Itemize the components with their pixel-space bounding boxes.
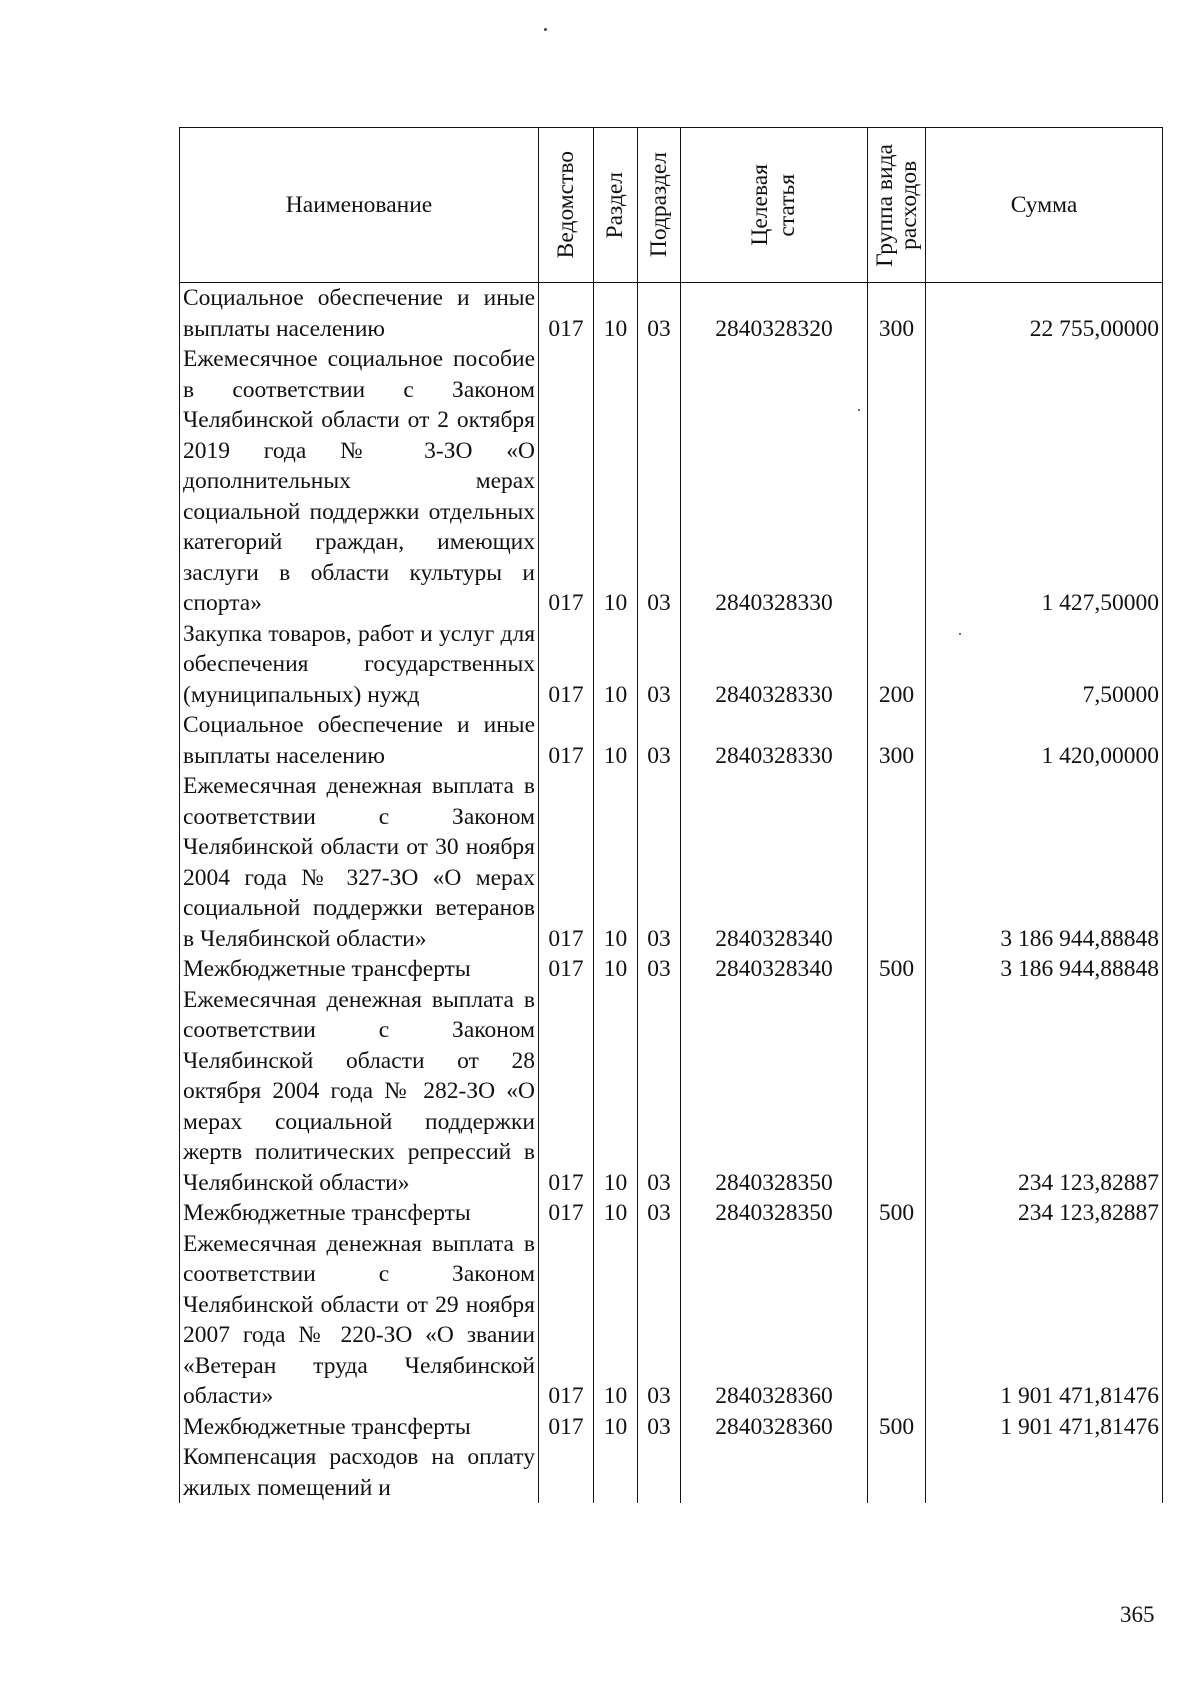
row-amount-cell: 3 186 944,88848 [926,954,1163,985]
row-name-cell: Закупка товаров, работ и услуг для обеспечения государственных (муниципальных) нужд [180,619,539,711]
row-department-cell: 017 [539,985,594,1199]
row-subsection-cell: 03 [638,1198,681,1229]
row-department-cell: 017 [539,1229,594,1412]
row-expense-group-cell [868,344,926,619]
table-row [180,771,1163,954]
row-expense-group-cell: 300 [868,710,926,771]
row-section-cell: 10 [594,985,638,1199]
row-amount-cell: 234 123,82887 [926,985,1163,1199]
row-department-cell: 017 [539,619,594,711]
row-name-cell: Межбюджетные трансферты [180,954,539,985]
row-section-cell [594,1442,638,1503]
row-section-cell: 10 [594,771,638,954]
row-subsection-cell: 03 [638,771,681,954]
column-header-expense-group: Группа вида расходов [868,128,926,283]
row-section-cell: 10 [594,1198,638,1229]
row-expense-group-cell: 500 [868,954,926,985]
row-name-cell: Ежемесячная денежная выплата в соответствии с Законом Челябинской области от 29 ноября 2007 года № 220-ЗО «О звании «Ветеран труда Челябинской области» [180,1229,539,1412]
row-expense-group-cell: 500 [868,1412,926,1443]
row-article-cell: 2840328360 [681,1412,868,1443]
row-article-cell: 2840328350 [681,985,868,1199]
row-amount-cell: 1 901 471,81476 [926,1229,1163,1412]
row-name-cell: Ежемесячная денежная выплата в соответствии с Законом Челябинской области от 28 октября 2004 года № 282-ЗО «О мерах социальной поддержки жертв политических репрессий в Челябинской области» [180,985,539,1199]
row-expense-group-cell [868,985,926,1199]
table-row [180,283,1163,345]
row-subsection-cell: 03 [638,344,681,619]
row-article-cell: 2840328330 [681,619,868,711]
row-article-cell: 2840328340 [681,771,868,954]
row-name-cell: Социальное обеспечение и иные выплаты населению [180,283,539,345]
row-expense-group-cell: 200 [868,619,926,711]
row-amount-cell: 3 186 944,88848 [926,771,1163,954]
row-section-cell: 10 [594,1412,638,1443]
row-name-cell: Межбюджетные трансферты [180,1412,539,1443]
budget-table [179,127,1163,1503]
row-expense-group-cell [868,1229,926,1412]
row-name-cell: Ежемесячное социальное пособие в соответствии с Законом Челябинской области от 2 октября 2019 года № 3-ЗО «О дополнительных мерах социальной поддержки отдельных категорий граждан, имеющих заслуги в области культуры и спорта» [180,344,539,619]
row-subsection-cell: 03 [638,954,681,985]
row-name-cell: Социальное обеспечение и иные выплаты населению [180,710,539,771]
row-expense-group-cell [868,771,926,954]
column-header-section: Раздел [594,128,638,283]
column-header-department: Ведомство [539,128,594,283]
row-amount-cell: 7,50000 [926,619,1163,711]
row-department-cell: 017 [539,1412,594,1443]
row-subsection-cell: 03 [638,985,681,1199]
column-header-subsection: Подраздел [638,128,681,283]
row-expense-group-cell [868,1442,926,1503]
table-row [180,1412,1163,1443]
table-header-row [180,128,1163,283]
row-department-cell: 017 [539,283,594,345]
row-section-cell: 10 [594,710,638,771]
row-name-cell: Межбюджетные трансферты [180,1198,539,1229]
row-expense-group-cell: 500 [868,1198,926,1229]
row-section-cell: 10 [594,283,638,345]
row-department-cell: 017 [539,710,594,771]
row-article-cell: 2840328330 [681,344,868,619]
table-row [180,710,1163,771]
row-department-cell: 017 [539,771,594,954]
row-department-cell: 017 [539,344,594,619]
row-subsection-cell [638,1442,681,1503]
row-section-cell: 10 [594,954,638,985]
row-subsection-cell: 03 [638,283,681,345]
row-subsection-cell: 03 [638,1412,681,1443]
table-row [180,344,1163,619]
row-article-cell: 2840328340 [681,954,868,985]
row-name-cell: Компенсация расходов на оплату жилых помещений и [180,1442,539,1503]
table-row [180,1229,1163,1412]
row-amount-cell: 234 123,82887 [926,1198,1163,1229]
table-row [180,1198,1163,1229]
table-row [180,985,1163,1199]
row-name-cell: Ежемесячная денежная выплата в соответствии с Законом Челябинской области от 30 ноября 2004 года № 327-ЗО «О мерах социальной поддержки ветеранов в Челябинской области» [180,771,539,954]
row-amount-cell: 1 420,00000 [926,710,1163,771]
table-row [180,619,1163,711]
row-amount-cell: 22 755,00000 [926,283,1163,345]
row-amount-cell [926,1442,1163,1503]
table-row [180,1442,1163,1503]
row-article-cell: 2840328320 [681,283,868,345]
row-department-cell: 017 [539,1198,594,1229]
row-article-cell: 2840328330 [681,710,868,771]
table-row [180,954,1163,985]
row-amount-cell: 1 901 471,81476 [926,1412,1163,1443]
page-number: 365 [1120,1602,1155,1627]
row-department-cell: 017 [539,954,594,985]
row-article-cell: 2840328360 [681,1229,868,1412]
column-header-name: Наименование [180,128,539,283]
column-header-amount: Сумма [926,128,1163,283]
row-amount-cell: 1 427,50000 [926,344,1163,619]
row-article-cell [681,1442,868,1503]
column-header-target-article: Целевая статья [681,128,868,283]
row-subsection-cell: 03 [638,1229,681,1412]
row-department-cell [539,1442,594,1503]
row-subsection-cell: 03 [638,619,681,711]
row-expense-group-cell: 300 [868,283,926,345]
scan-speck [544,28,547,31]
table-body [180,283,1163,1504]
row-subsection-cell: 03 [638,710,681,771]
row-article-cell: 2840328350 [681,1198,868,1229]
row-section-cell: 10 [594,619,638,711]
row-section-cell: 10 [594,344,638,619]
row-section-cell: 10 [594,1229,638,1412]
